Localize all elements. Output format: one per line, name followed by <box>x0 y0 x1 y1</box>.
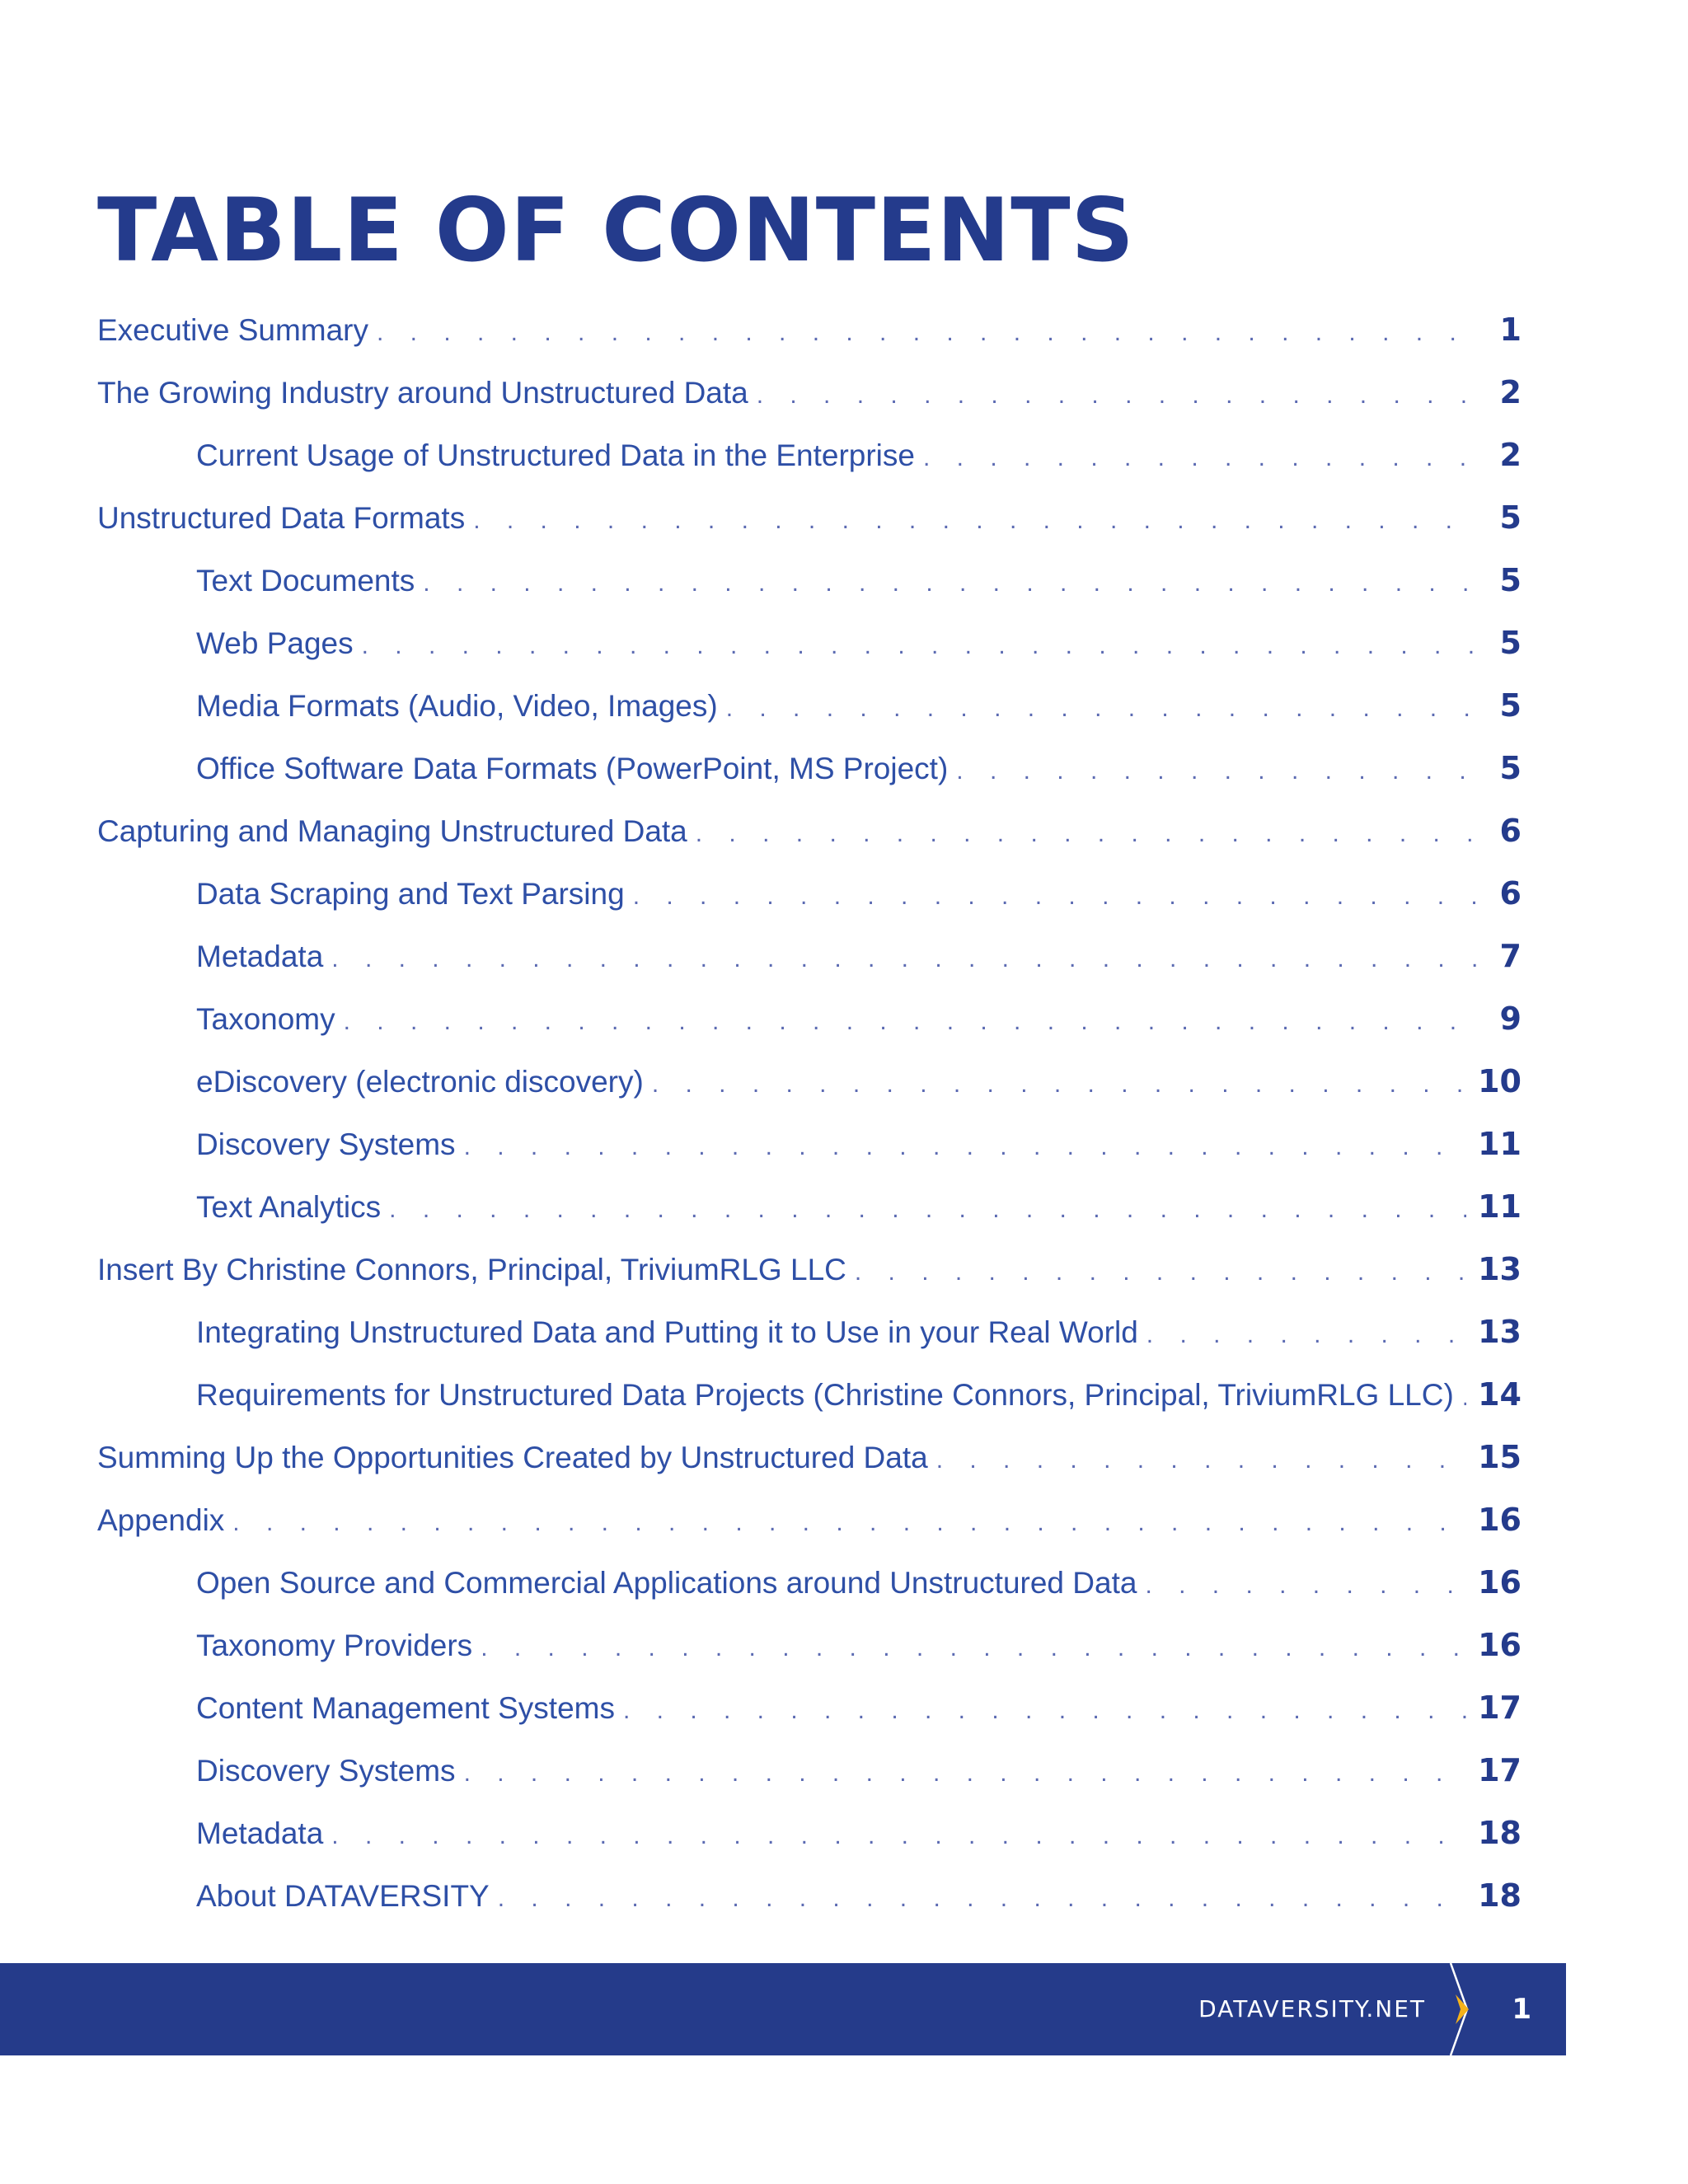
toc-entry-title: The Growing Industry around Unstructured Data <box>97 376 748 410</box>
toc-dot-leader <box>1146 1304 1466 1366</box>
toc-entry-title: Integrating Unstructured Data and Putting it to Use in your Real World <box>196 1315 1138 1349</box>
toc-entry-title: Text Analytics <box>196 1190 382 1224</box>
toc-entry-title: Taxonomy <box>196 1002 335 1036</box>
toc-entry-page: 2 <box>1499 374 1522 410</box>
toc-dot-leader <box>377 302 1477 364</box>
toc-dot-leader <box>331 928 1477 991</box>
toc-entry[interactable] <box>97 361 1522 424</box>
toc-entry-page: 16 <box>1478 1564 1522 1601</box>
toc-entry-title: Content Management Systems <box>196 1691 615 1725</box>
toc-entry-page: 5 <box>1499 625 1522 661</box>
toc-entry[interactable] <box>97 1676 1522 1739</box>
toc-entry[interactable] <box>97 1426 1522 1488</box>
toc-entry-title: Web Pages <box>196 626 354 660</box>
toc-entry-title: Summing Up the Opportunities Created by Unstructured Data <box>97 1441 928 1474</box>
toc-entry[interactable] <box>97 1238 1522 1301</box>
toc-entry-page: 5 <box>1499 750 1522 786</box>
toc-entry-page: 17 <box>1478 1752 1522 1788</box>
toc-entry-title: Metadata <box>196 1816 324 1850</box>
toc-dot-leader <box>498 1868 1466 1930</box>
toc-entry-page: 11 <box>1478 1188 1522 1225</box>
toc-dot-leader <box>344 991 1477 1053</box>
toc-dot-leader <box>481 1617 1466 1680</box>
toc-entry-page: 6 <box>1499 813 1522 849</box>
toc-entry-title: Office Software Data Formats (PowerPoint, MS Project) <box>196 752 949 785</box>
toc-entry-page: 15 <box>1478 1439 1522 1475</box>
toc-entry-page: 18 <box>1478 1815 1522 1851</box>
toc-entry-page: 10 <box>1478 1063 1522 1099</box>
toc-entry-title: Executive Summary <box>97 313 368 347</box>
toc-entry-page: 2 <box>1499 437 1522 473</box>
footer-page-number: 1 <box>1512 1993 1531 2026</box>
toc-entry-page: 5 <box>1499 499 1522 536</box>
toc-dot-leader <box>473 490 1477 552</box>
toc-entry[interactable] <box>97 612 1522 674</box>
toc-entry[interactable] <box>97 298 1522 361</box>
toc-entry[interactable] <box>97 1175 1522 1238</box>
toc-entry[interactable] <box>97 1614 1522 1676</box>
toc-entry[interactable] <box>97 674 1522 737</box>
toc-entry-title: Discovery Systems <box>196 1127 456 1161</box>
toc-entry[interactable] <box>97 549 1522 612</box>
toc-entry[interactable] <box>97 799 1522 862</box>
toc-entry-page: 18 <box>1478 1877 1522 1914</box>
toc-entry[interactable] <box>97 737 1522 799</box>
toc-entry-title: Capturing and Managing Unstructured Data <box>97 814 687 848</box>
footer-bar <box>0 1963 1566 2055</box>
toc-entry[interactable] <box>97 1864 1522 1927</box>
toc-entry-title: About DATAVERSITY <box>196 1879 490 1913</box>
toc-entry-title: Taxonomy Providers <box>196 1629 473 1662</box>
toc-dot-leader <box>464 1742 1467 1805</box>
toc-entry-page: 9 <box>1499 1001 1522 1037</box>
toc-entry[interactable] <box>97 862 1522 925</box>
toc-entry-title: eDiscovery (electronic discovery) <box>196 1065 644 1099</box>
toc-entry-title: Unstructured Data Formats <box>97 501 466 535</box>
toc-dot-leader <box>956 740 1477 803</box>
toc-entry-title: Open Source and Commercial Applications around Unstructured Data <box>196 1566 1137 1600</box>
toc-entry[interactable] <box>97 1739 1522 1802</box>
toc-entry-page: 7 <box>1499 938 1522 974</box>
toc-entry-page: 1 <box>1499 312 1522 348</box>
toc-dot-leader <box>633 865 1477 928</box>
toc-entry[interactable] <box>97 925 1522 987</box>
toc-entry-page: 13 <box>1478 1314 1522 1350</box>
toc-dot-leader <box>757 364 1477 427</box>
toc-dot-leader <box>696 803 1477 865</box>
toc-dot-leader <box>232 1492 1466 1554</box>
toc-entry[interactable] <box>97 987 1522 1050</box>
footer-site-name: DATAVERSITY.NET <box>1198 1995 1426 2022</box>
toc-dot-leader <box>423 552 1477 615</box>
toc-entry[interactable] <box>97 1113 1522 1175</box>
toc-entry[interactable] <box>97 424 1522 486</box>
page-title: TABLE OF CONTENTS <box>97 180 1135 281</box>
toc-entry-title: Data Scraping and Text Parsing <box>196 877 625 911</box>
toc-entry-page: 6 <box>1499 875 1522 912</box>
toc-entry-page: 5 <box>1499 562 1522 598</box>
toc-entry[interactable] <box>97 1551 1522 1614</box>
toc-entry-title: Discovery Systems <box>196 1754 456 1788</box>
toc-entry[interactable] <box>97 1363 1522 1426</box>
toc-dot-leader <box>464 1116 1467 1179</box>
toc-entry-page: 5 <box>1499 687 1522 724</box>
toc-entry[interactable] <box>97 1802 1522 1864</box>
toc-entry[interactable] <box>97 1050 1522 1113</box>
toc-entry-page: 14 <box>1478 1376 1522 1413</box>
toc-entry-title: Insert By Christine Connors, Principal, TriviumRLG LLC <box>97 1253 846 1286</box>
toc-entry-page: 16 <box>1478 1627 1522 1663</box>
chevron-right-icon <box>1449 1963 1479 2055</box>
toc-dot-leader <box>652 1053 1466 1116</box>
toc-dot-leader <box>623 1680 1466 1742</box>
toc-entry-title: Requirements for Unstructured Data Projects (Christine Connors, Principal, TriviumRLG LLC) <box>196 1378 1454 1412</box>
toc-entry-page: 17 <box>1478 1690 1522 1726</box>
toc-dot-leader <box>923 427 1477 490</box>
toc-dot-leader <box>726 677 1477 740</box>
toc-dot-leader <box>331 1805 1466 1868</box>
toc-entry-title: Current Usage of Unstructured Data in the Enterprise <box>196 438 915 472</box>
toc-dot-leader <box>855 1241 1466 1304</box>
toc-dot-leader <box>1145 1554 1466 1617</box>
toc-entry[interactable] <box>97 1488 1522 1551</box>
toc-dot-leader <box>936 1429 1466 1492</box>
toc-entry-page: 16 <box>1478 1502 1522 1538</box>
toc-dot-leader <box>389 1179 1466 1241</box>
toc-entry-page: 11 <box>1478 1126 1522 1162</box>
toc-dot-leader <box>362 615 1477 677</box>
toc-entry-title: Text Documents <box>196 564 415 598</box>
table-of-contents <box>97 298 1522 1927</box>
toc-entry-title: Metadata <box>196 940 324 973</box>
toc-entry-title: Media Formats (Audio, Video, Images) <box>196 689 718 723</box>
toc-entry-title: Appendix <box>97 1503 225 1537</box>
toc-entry[interactable] <box>97 1301 1522 1363</box>
toc-entry[interactable] <box>97 486 1522 549</box>
toc-entry-page: 13 <box>1478 1251 1522 1287</box>
